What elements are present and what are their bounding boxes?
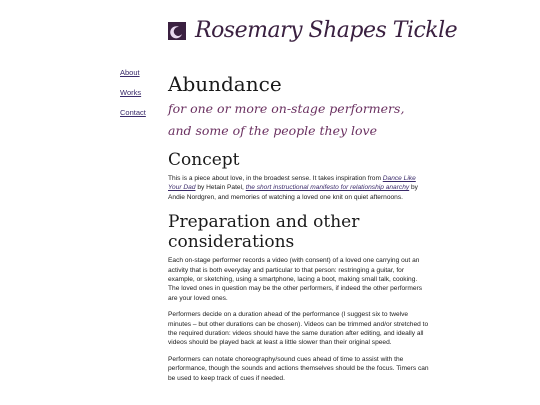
dance-like-your-dad-link[interactable]: Dance Like Your Dad: [168, 175, 416, 192]
nav-link-about[interactable]: About: [120, 68, 140, 77]
page-subtitle: for one or more on-stage performers, and some of the people they love: [168, 101, 405, 138]
preparation-paragraph-3: Performers can notate choreography/sound cues ahead of time to assist with the performance, though the sounds and actions themselves should be the focus. Timers can be used to keep track of cues if needed.: [168, 355, 429, 382]
main-content: [168, 72, 430, 390]
concept-text-2: by Hetain Patel,: [195, 184, 246, 192]
nav-link-contact[interactable]: Contact: [120, 108, 146, 117]
concept-text-1: This is a piece about love, in the broadest sense. It takes inspiration from: [168, 175, 383, 182]
relationship-anarchy-link[interactable]: the short instructional manifesto for relationship anarchy: [245, 184, 410, 192]
preparation-heading: Preparation and other considerations: [168, 212, 360, 253]
preparation-paragraph-2: Performers decide on a duration ahead of the performance (I suggest six to twelve minutes – but other durations can be chosen). Videos can be trimmed and/or stretched to the required duration: videos should have the same duration after editing, and ideally all videos should be played back at least a little slower than their original speed.: [168, 311, 429, 347]
concept-heading: Concept: [168, 150, 240, 170]
concept-paragraph: [168, 174, 430, 202]
site-title[interactable]: Rosemary Shapes Tickle: [195, 18, 458, 43]
page-title: Abundance: [168, 72, 282, 96]
crescent-moon-icon[interactable]: [168, 22, 186, 40]
concept-text-3: by Andie Nordgren, and memories of watching a loved one knit on quiet afternoons.: [168, 184, 418, 201]
preparation-paragraph-1: Each on-stage performer records a video (with consent) of a loved one carrying out an activity that is both everyday and particular to that person: restringing a guitar, for example, or sketching, using a smartphone, lacing a boot, making small talk, cooking. The loved ones in question may be the other performers, if indeed the other performers are your loved ones.: [168, 257, 422, 302]
site-header: [168, 18, 457, 43]
nav-link-works[interactable]: Works: [120, 88, 142, 97]
site-nav: [120, 68, 146, 128]
